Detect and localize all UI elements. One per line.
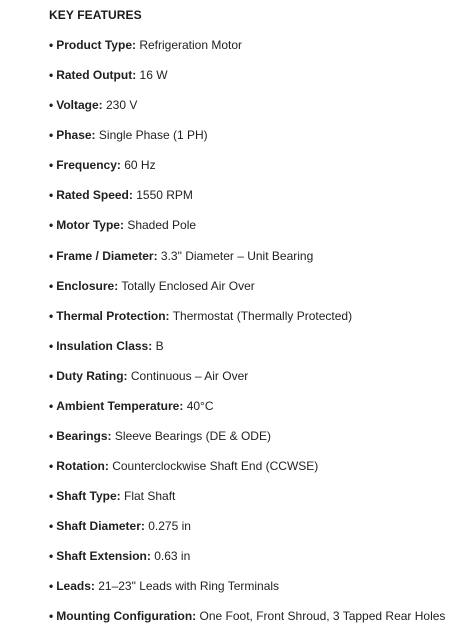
- feature-list: [49, 37, 454, 624]
- feature-value: Single Phase (1 PH): [98, 128, 208, 143]
- list-item: [49, 488, 454, 504]
- list-item: [49, 217, 454, 233]
- bullet: •: [49, 609, 54, 624]
- feature-label: Frame / Diameter:: [56, 248, 158, 263]
- bullet: •: [49, 188, 54, 203]
- feature-value: One Foot, Front Shroud, 3 Tapped Rear Holes: [199, 609, 446, 624]
- feature-label: Product Type:: [56, 38, 136, 52]
- feature-label: Thermal Protection:: [56, 308, 170, 323]
- bullet: •: [49, 218, 54, 233]
- list-item: [49, 127, 454, 143]
- feature-value: 0.63 in: [154, 549, 191, 564]
- bullet: •: [49, 248, 54, 263]
- feature-label: Frequency:: [56, 158, 121, 173]
- bullet: •: [49, 278, 54, 293]
- list-item: [49, 248, 454, 264]
- list-item: [49, 308, 454, 324]
- list-item: [49, 278, 454, 294]
- feature-value: Shaded Pole: [127, 218, 197, 233]
- list-item: [49, 458, 454, 474]
- bullet: •: [49, 549, 54, 564]
- list-item: [49, 97, 454, 113]
- feature-label: Motor Type:: [56, 218, 124, 233]
- feature-label: Mounting Configuration:: [56, 609, 197, 624]
- feature-value: Flat Shaft: [124, 489, 176, 504]
- feature-label: Voltage:: [56, 98, 103, 113]
- bullet: •: [49, 68, 54, 83]
- feature-value: 60 Hz: [124, 158, 156, 173]
- feature-value: Thermostat (Thermally Protected): [172, 308, 353, 323]
- bullet: •: [49, 579, 54, 594]
- bullet: •: [49, 158, 54, 173]
- feature-label: Insulation Class:: [56, 338, 153, 353]
- list-item: [49, 578, 454, 594]
- feature-label: Rated Output:: [56, 68, 137, 83]
- feature-value: Sleeve Bearings (DE & ODE): [114, 429, 271, 444]
- list-item: [49, 518, 454, 534]
- list-item: [49, 368, 454, 384]
- bullet: •: [49, 98, 54, 113]
- list-item: [49, 428, 454, 444]
- bullet: •: [49, 38, 54, 52]
- feature-label: Bearings:: [56, 429, 112, 444]
- feature-label: Enclosure:: [56, 278, 119, 293]
- feature-label: Shaft Extension:: [56, 549, 151, 564]
- feature-value: 40°C: [186, 398, 214, 413]
- feature-value: 21–23" Leads with Ring Terminals: [98, 579, 280, 594]
- section-heading: KEY FEATURES: [49, 8, 142, 22]
- feature-value: Continuous – Air Over: [130, 368, 249, 383]
- feature-value: Counterclockwise Shaft End (CCWSE): [112, 459, 319, 474]
- feature-value: 3.3" Diameter – Unit Bearing: [160, 248, 314, 263]
- bullet: •: [49, 489, 54, 504]
- feature-label: Phase:: [56, 128, 96, 143]
- bullet: •: [49, 308, 54, 323]
- feature-label: Rotation:: [56, 459, 109, 474]
- bullet: •: [49, 368, 54, 383]
- feature-value: 0.275 in: [148, 519, 191, 534]
- feature-value: 230 V: [106, 98, 138, 113]
- feature-label: Ambient Temperature:: [56, 398, 184, 413]
- list-item: [49, 187, 454, 203]
- bullet: •: [49, 128, 54, 143]
- key-features-section: [49, 7, 454, 639]
- bullet: •: [49, 398, 54, 413]
- feature-value: Totally Enclosed Air Over: [121, 278, 255, 293]
- list-item: [49, 398, 454, 414]
- feature-label: Leads:: [56, 579, 95, 594]
- list-item: [49, 608, 454, 624]
- bullet: •: [49, 338, 54, 353]
- feature-value: 1550 RPM: [136, 188, 193, 203]
- feature-label: Duty Rating:: [56, 368, 128, 383]
- feature-value: 16 W: [139, 68, 168, 83]
- list-item: [49, 37, 454, 53]
- feature-value: B: [155, 338, 164, 353]
- bullet: •: [49, 459, 54, 474]
- feature-label: Shaft Type:: [56, 489, 121, 504]
- list-item: [49, 157, 454, 173]
- list-item: [49, 67, 454, 83]
- bullet: •: [49, 519, 54, 534]
- feature-label: Shaft Diameter:: [56, 519, 145, 534]
- bullet: •: [49, 429, 54, 444]
- feature-value: Refrigeration Motor: [139, 38, 243, 52]
- list-item: [49, 338, 454, 354]
- feature-label: Rated Speed:: [56, 188, 133, 203]
- list-item: [49, 548, 454, 564]
